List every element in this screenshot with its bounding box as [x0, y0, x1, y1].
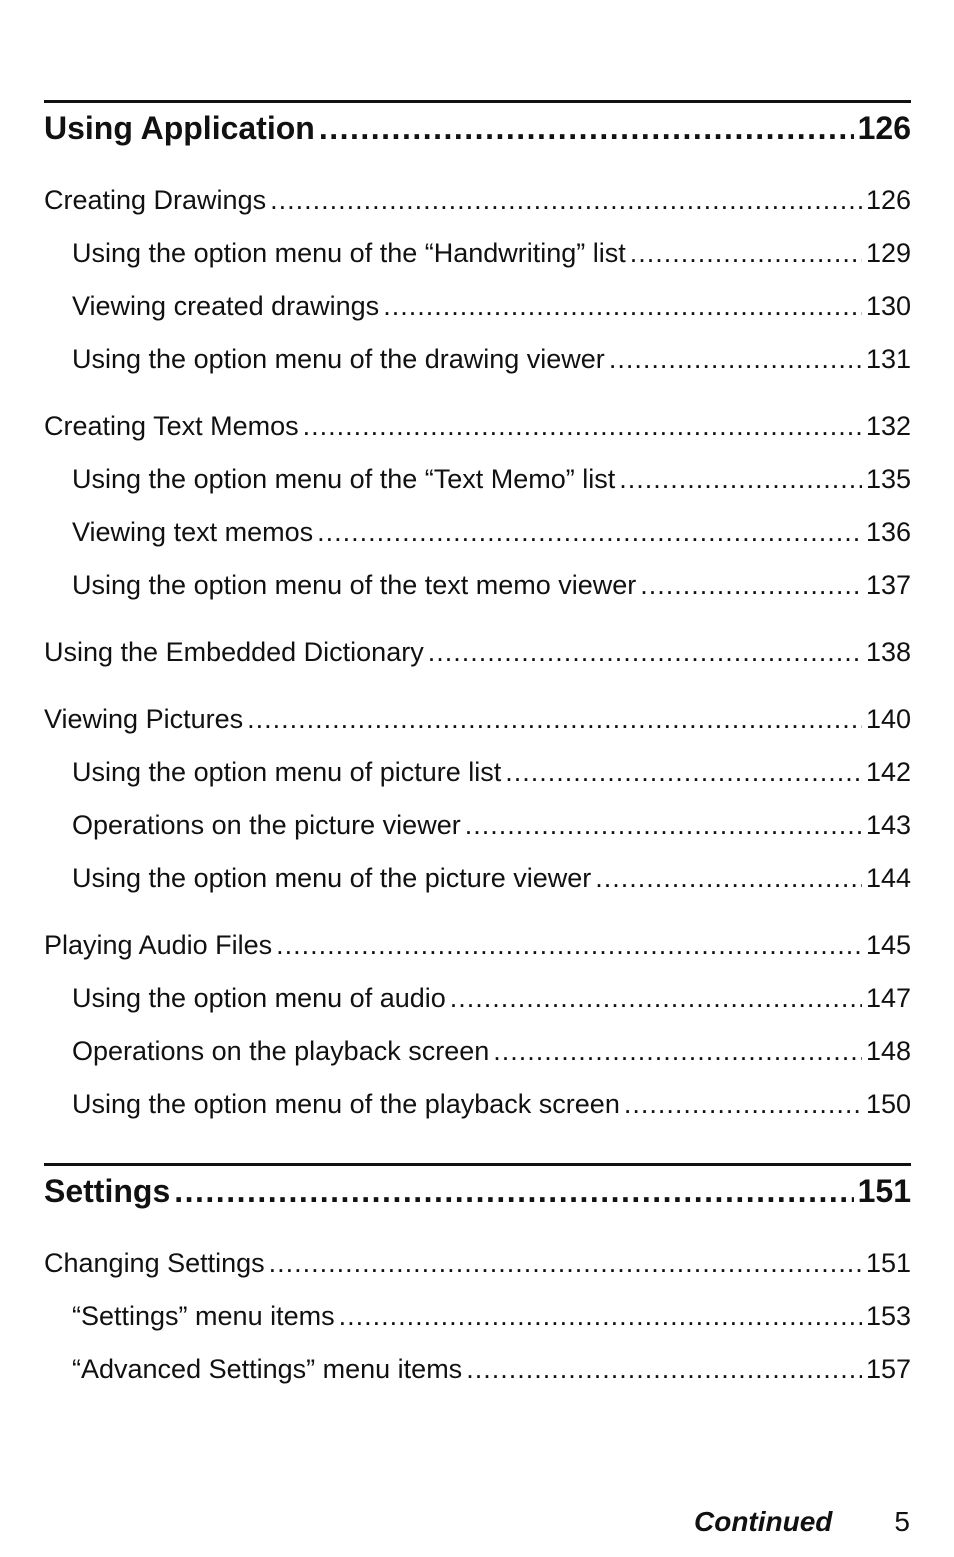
toc-subentry[interactable]: [44, 756, 911, 809]
dot-leader: [383, 290, 862, 322]
toc-subentry[interactable]: [44, 809, 911, 862]
toc-subentry-title: Using the option menu of the drawing viewer: [72, 344, 605, 374]
toc-heading-title: Using Application: [44, 110, 315, 146]
toc-subentry-page: 131: [865, 344, 911, 374]
toc-subentry[interactable]: [44, 982, 911, 1035]
toc-entry-title: Creating Text Memos: [44, 411, 299, 441]
toc-group-creating-drawings: [44, 184, 911, 396]
dot-leader: [493, 1035, 862, 1067]
toc-subentry-title: “Advanced Settings” menu items: [72, 1354, 463, 1384]
toc-entry-page: 140: [865, 704, 911, 734]
dot-leader: [428, 636, 862, 668]
toc-entry-page: 138: [865, 637, 911, 667]
toc-group-creating-text-memos: [44, 410, 911, 622]
toc-subentry[interactable]: [44, 516, 911, 569]
toc-group-changing-settings: [44, 1247, 911, 1406]
dot-leader: [619, 463, 862, 495]
dot-leader: [339, 1300, 862, 1332]
toc-subentry-page: 153: [865, 1301, 911, 1331]
toc-subentry-page: 147: [865, 983, 911, 1013]
toc-entry-page: 126: [865, 185, 911, 215]
dot-leader: [303, 410, 862, 442]
toc-entry-page: 151: [865, 1248, 911, 1278]
toc-subentry[interactable]: [44, 1035, 911, 1088]
dot-leader: [269, 1247, 862, 1279]
toc-subentry-title: Using the option menu of picture list: [72, 757, 502, 787]
toc-entry-title: Playing Audio Files: [44, 930, 273, 960]
toc-subentry-title: Viewing text memos: [72, 517, 314, 547]
toc-group-playing-audio-files: [44, 929, 911, 1141]
dot-leader: [609, 343, 862, 375]
dot-leader: [317, 516, 862, 548]
toc-subentry-page: 150: [865, 1089, 911, 1119]
toc-section-settings: [44, 1163, 911, 1406]
toc-entry[interactable]: [44, 410, 911, 463]
page-footer: [694, 1506, 910, 1538]
toc-subentry-page: 148: [865, 1036, 911, 1066]
toc-entry[interactable]: [44, 703, 911, 756]
dot-leader: [630, 237, 862, 269]
table-of-contents: [44, 100, 911, 1406]
toc-entry[interactable]: [44, 1247, 911, 1300]
toc-subentry-page: 144: [865, 863, 911, 893]
toc-subentry-title: Using the option menu of the picture viewer: [72, 863, 592, 893]
toc-subentry-page: 143: [865, 810, 911, 840]
dot-leader: [640, 569, 862, 601]
dot-leader: [450, 982, 862, 1014]
dot-leader: [595, 862, 862, 894]
toc-subentry-page: 137: [865, 570, 911, 600]
toc-heading-title: Settings: [44, 1173, 171, 1209]
toc-subentry-page: 136: [865, 517, 911, 547]
toc-subentry[interactable]: [44, 569, 911, 622]
dot-leader: [319, 108, 854, 148]
toc-subentry[interactable]: [44, 1353, 911, 1406]
toc-heading-page: 126: [857, 110, 911, 146]
toc-subentry-title: Using the option menu of the “Handwriting” list: [72, 238, 626, 268]
toc-entry-page: 132: [865, 411, 911, 441]
dot-leader: [466, 1353, 862, 1385]
toc-heading[interactable]: [44, 1166, 911, 1233]
dot-leader: [505, 756, 862, 788]
toc-subentry[interactable]: [44, 463, 911, 516]
toc-entry-title: Creating Drawings: [44, 185, 267, 215]
toc-subentry-title: Using the option menu of the playback screen: [72, 1089, 620, 1119]
toc-subentry-page: 135: [865, 464, 911, 494]
toc-subentry-page: 129: [865, 238, 911, 268]
toc-subentry[interactable]: [44, 862, 911, 915]
page-number: 5: [894, 1506, 910, 1537]
toc-entry-title: Changing Settings: [44, 1248, 265, 1278]
toc-group-embedded-dictionary: [44, 636, 911, 689]
dot-leader: [624, 1088, 862, 1120]
toc-subentry[interactable]: [44, 1088, 911, 1141]
toc-subentry-title: Using the option menu of audio: [72, 983, 446, 1013]
toc-subentry-title: “Settings” menu items: [72, 1301, 335, 1331]
toc-subentry-title: Using the option menu of the text memo viewer: [72, 570, 637, 600]
dot-leader: [276, 929, 862, 961]
toc-heading[interactable]: [44, 103, 911, 170]
toc-heading-page: 151: [857, 1173, 911, 1209]
toc-group-viewing-pictures: [44, 703, 911, 915]
toc-subentry-title: Viewing created drawings: [72, 291, 380, 321]
toc-entry[interactable]: [44, 929, 911, 982]
toc-entry[interactable]: [44, 184, 911, 237]
dot-leader: [174, 1171, 853, 1211]
toc-subentry-title: Operations on the picture viewer: [72, 810, 461, 840]
toc-subentry-page: 142: [865, 757, 911, 787]
continued-label: Continued: [694, 1506, 833, 1537]
toc-subentry-title: Using the option menu of the “Text Memo” list: [72, 464, 616, 494]
toc-entry-title: Using the Embedded Dictionary: [44, 637, 424, 667]
toc-subentry[interactable]: [44, 290, 911, 343]
toc-section-using-application: [44, 100, 911, 1141]
toc-entry-page: 145: [865, 930, 911, 960]
toc-subentry-page: 157: [865, 1354, 911, 1384]
toc-subentry-title: Operations on the playback screen: [72, 1036, 490, 1066]
toc-subentry-page: 130: [865, 291, 911, 321]
toc-entry[interactable]: [44, 636, 911, 689]
dot-leader: [247, 703, 862, 735]
dot-leader: [270, 184, 862, 216]
toc-subentry[interactable]: [44, 1300, 911, 1353]
toc-subentry[interactable]: [44, 343, 911, 396]
dot-leader: [465, 809, 862, 841]
toc-entry-title: Viewing Pictures: [44, 704, 244, 734]
toc-subentry[interactable]: [44, 237, 911, 290]
